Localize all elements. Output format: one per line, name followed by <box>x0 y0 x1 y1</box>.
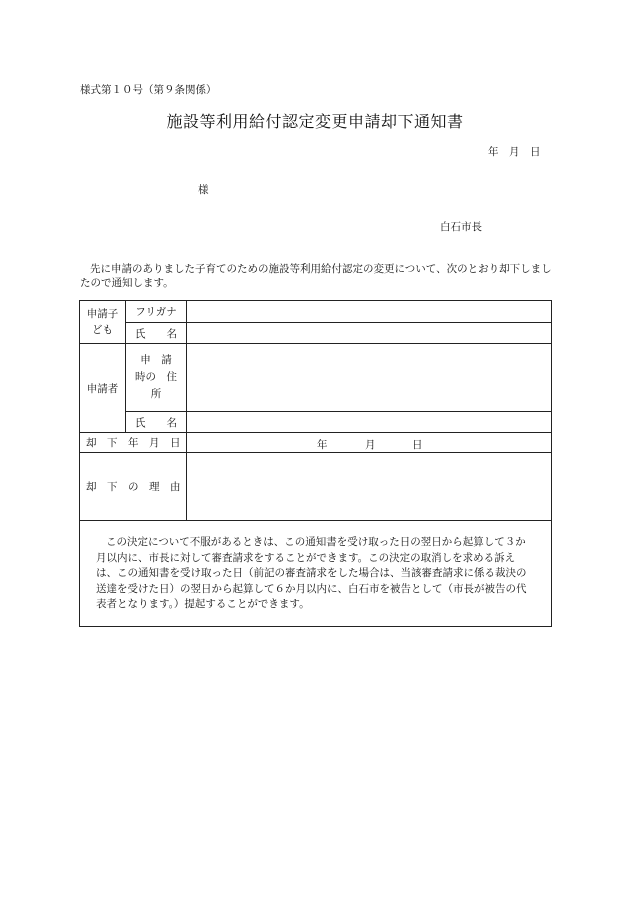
address-label: 申 請 時の 住 所 <box>126 344 187 412</box>
child-name-label: 氏 名 <box>126 323 187 344</box>
rejection-reason-value-cell[interactable] <box>187 453 552 521</box>
rejection-reason-label: 却 下 の 理 由 <box>80 453 187 521</box>
child-label: 申請子ども <box>80 301 126 344</box>
appeal-notice-text: この決定について不服があるときは、この通知書を受け取った日の翌日から起算して３か月以内に、市長に対して審査請求をすることができます。この決定の取消しを求める訴えは、この通知書を受け取った日（前記の審査請求をした場合は、当該審査請求に係る裁決の送達を受けた日）の翌日から起算して６か月以内に、白石市を被告として（市長が被告の代表者となります。）提起することができます。 <box>96 536 527 610</box>
date-day-unit: 日 <box>412 439 423 451</box>
date-month-unit: 月 <box>365 439 376 451</box>
child-name-value-cell[interactable] <box>187 323 552 344</box>
rejection-table <box>79 300 552 627</box>
issuer-name: 白石市長 <box>440 221 482 233</box>
rejection-date-label: 却 下 年 月 日 <box>80 433 187 453</box>
date-year-unit: 年 <box>317 439 328 451</box>
issue-date-line: 年 月 日 <box>488 146 541 158</box>
appeal-notice <box>80 521 552 627</box>
furigana-label: フリガナ <box>126 301 187 323</box>
rejection-date-value-cell[interactable] <box>187 433 552 453</box>
intro-paragraph: 先に申請のありました子育てのための施設等利用給付認定の変更について、次のとおり却下しましたので通知します。 <box>80 263 552 289</box>
applicant-name-label: 氏 名 <box>126 412 187 433</box>
applicant-label: 申請者 <box>80 344 126 433</box>
document-title: 施設等利用給付認定変更申請却下通知書 <box>166 112 464 131</box>
applicant-name-value-cell[interactable] <box>187 412 552 433</box>
form-number: 様式第１０号（第９条関係） <box>80 84 217 96</box>
addressee-suffix: 様 <box>198 184 209 196</box>
address-value-cell[interactable] <box>187 344 552 412</box>
furigana-value-cell[interactable] <box>187 301 552 323</box>
